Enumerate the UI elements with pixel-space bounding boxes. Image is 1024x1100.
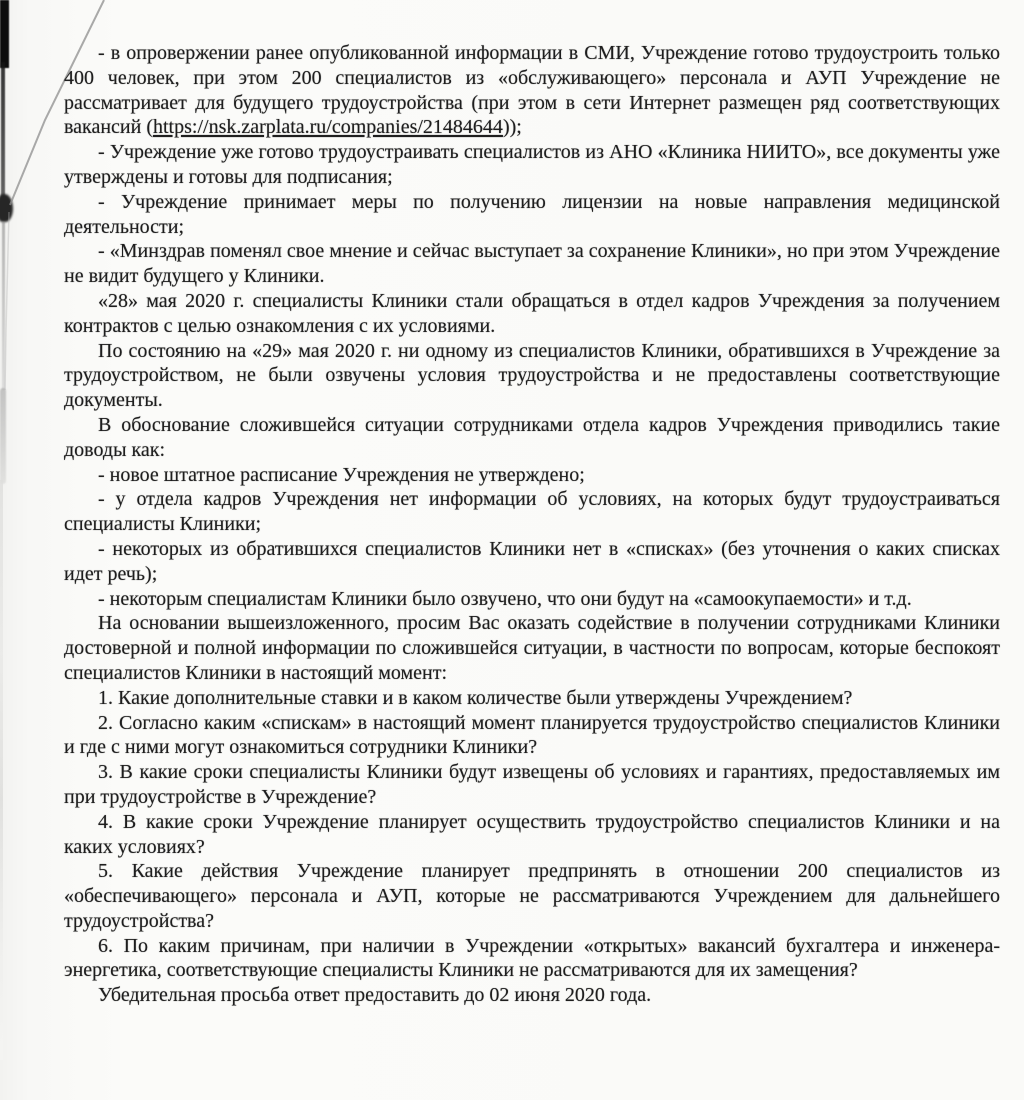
scanner-edge-line-faint [2, 222, 5, 390]
paragraph: По состоянию на «29» мая 2020 г. ни одному из специалистов Клиники, обратившихся в Учреждение за трудоустройством, не были озвучены условия трудоустройства и не предоставлены соответствующие документы. [64, 339, 1000, 412]
paragraph: В обоснование сложившейся ситуации сотрудниками отдела кадров Учреждения приводились такие доводы как: [64, 413, 1000, 461]
vacancy-url-link: https://nsk.zarplata.ru/companies/21484644 [153, 116, 503, 139]
scanner-edge-bar [0, 0, 9, 68]
paragraph: На основании вышеизложенного, просим Вас оказать содействие в получении сотрудниками Клиники достоверной и полной информации по сложившейся ситуации, в частности по вопросам, которые беспокоят специалистов Клиники в настоящий момент: [64, 612, 1000, 684]
paragraph: Убедительная просьба ответ предоставить до 02 июня 2020 года. [98, 984, 652, 1007]
scanner-edge-line [1, 62, 5, 204]
paragraph: - некоторых из обратившихся специалистов Клиники нет в «списках» (без уточнения о каких списках идет речь); [64, 537, 1000, 585]
paragraph: - у отдела кадров Учреждения нет информации об условиях, на которых будут трудоустраиваться специалисты Клиники; [64, 488, 1000, 536]
paragraph: - «Минздрав поменял свое мнение и сейчас выступает за сохранение Клиники», но при этом Учреждение не видит будущего у Клиники. [64, 240, 1000, 288]
document-body [64, 41, 1000, 1008]
paragraph: 6. По каким причинам, при наличии в Учреждении «открытых» вакансий бухгалтера и инженера-энергетика, соответствующие специалисты Клиники не рассматриваются для их замещения? [64, 934, 1000, 982]
paragraph: - Учреждение уже готово трудоустраивать специалистов из АНО «Клиника НИИТО», все документы уже утверждены и готовы для подписания; [64, 141, 1000, 188]
paragraph: «28» мая 2020 г. специалисты Клиники стали обращаться в отдел кадров Учреждения за получением контрактов с целью ознакомления с их условиями. [64, 289, 1000, 337]
paragraph [64, 41, 1000, 140]
paragraph: - новое штатное расписание Учреждения не утверждено; [98, 463, 585, 486]
scanner-edge-strip [0, 480, 3, 1060]
paragraph: 2. Согласно каким «спискам» в настоящий момент планируется трудоустройство специалистов Клиники и где с ними могут ознакомиться сотрудники Клиники? [64, 711, 1000, 759]
paragraph: 5. Какие действия Учреждение планирует предпринять в отношении 200 специалистов из «обеспечивающего» персонала и АУП, которые не рассматриваются Учреждением для дальнейшего трудоустройства? [64, 860, 1000, 932]
paragraph-text: - в опровержении ранее опубликованной информации в СМИ, Учреждение готово трудоустроить только 400 человек, при этом 200 специалистов из «обслуживающего» персонала и АУП Учреждение не рассматривает для будущего трудоустройства (при этом в сети Интернет размещен ряд соответствующих вакансий ( [64, 42, 1000, 139]
scanner-edge-smudge [0, 388, 6, 484]
paragraph: - некоторым специалистам Клиники было озвучено, что они будут на «самоокупаемости» и т.д. [98, 587, 912, 610]
paragraph-text: )); [502, 116, 522, 139]
ink-blot [0, 194, 13, 222]
paragraph: 4. В какие сроки Учреждение планирует осуществить трудоустройство специалистов Клиники и на каких условиях? [64, 810, 1000, 858]
paragraph: - Учреждение принимает меры по получению лицензии на новые направления медицинской деятельности; [64, 190, 1000, 238]
paragraph: 3. В какие сроки специалисты Клиники будут извещены об условиях и гарантиях, предоставляемых им при трудоустройстве в Учреждение? [64, 761, 1000, 808]
paragraph: 1. Какие дополнительные ставки и в каком количестве были утверждены Учреждением? [98, 686, 853, 709]
